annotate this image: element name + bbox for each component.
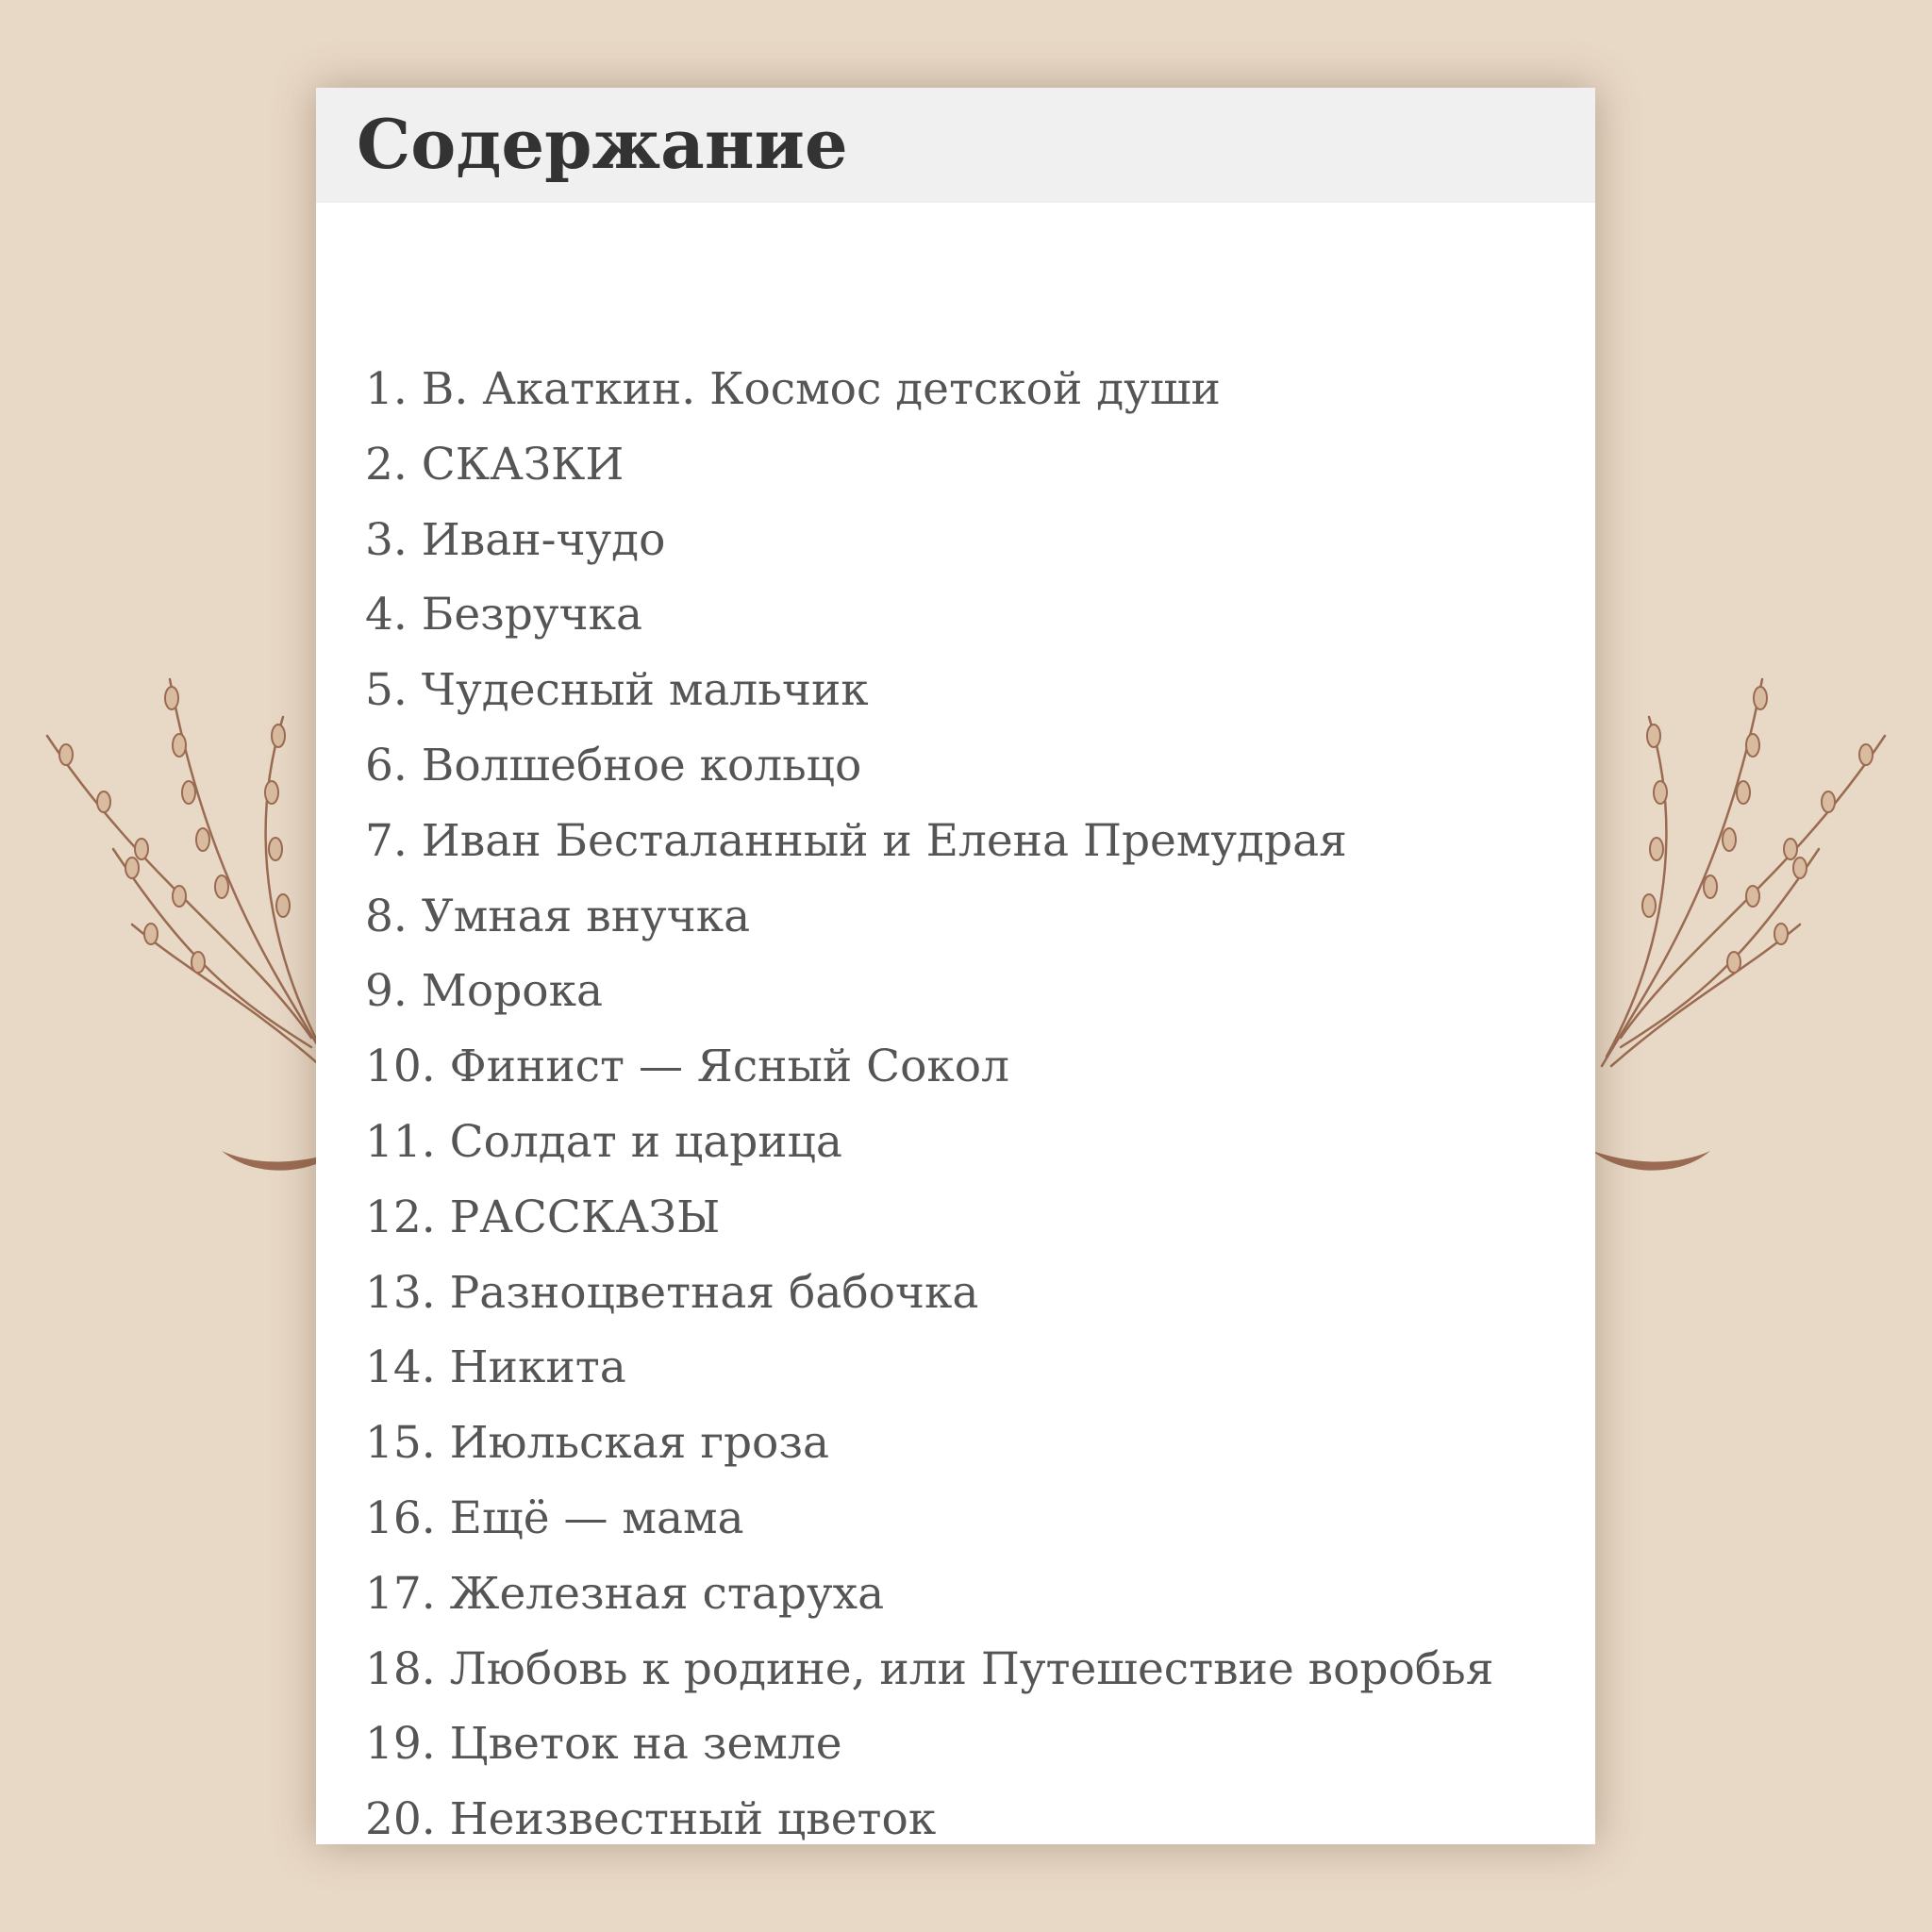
willow-branch-icon [1564,660,1904,1189]
toc-item[interactable]: 2. СКАЗКИ [365,438,625,491]
toc-item[interactable]: 5. Чудесный мальчик [365,664,869,717]
toc-header [316,88,1595,203]
toc-item[interactable]: 20. Неизвестный цветок [365,1793,937,1846]
toc-item[interactable]: 13. Разноцветная бабочка [365,1266,979,1319]
toc-item[interactable]: 1. В. Акаткин. Космос детской души [365,363,1221,415]
toc-item[interactable]: 11. Солдат и царица [365,1115,842,1168]
toc-item[interactable]: 12. РАССКАЗЫ [365,1191,721,1243]
toc-panel [316,88,1595,1844]
toc-item[interactable]: 14. Никита [365,1341,626,1394]
toc-item[interactable]: 7. Иван Бесталанный и Елена Премудрая [365,814,1347,867]
toc-item[interactable]: 8. Умная внучка [365,890,751,942]
toc-item[interactable]: 3. Иван-чудо [365,513,666,566]
toc-item[interactable]: 15. Июльская гроза [365,1417,830,1470]
toc-item[interactable]: 18. Любовь к родине, или Путешествие воробья [365,1642,1494,1695]
toc-item[interactable]: 16. Ещё — мама [365,1491,744,1544]
toc-item[interactable]: 4. Безручка [365,589,642,641]
toc-item[interactable]: 17. Железная старуха [365,1567,885,1620]
page-title: Содержание [357,104,848,184]
toc-item[interactable]: 6. Волшебное кольцо [365,739,862,791]
toc-item[interactable]: 19. Цветок на земле [365,1718,842,1771]
toc-item[interactable]: 9. Морока [365,965,603,1018]
toc-list [365,352,1493,1857]
toc-item[interactable]: 10. Финист — Ясный Сокол [365,1041,1009,1093]
